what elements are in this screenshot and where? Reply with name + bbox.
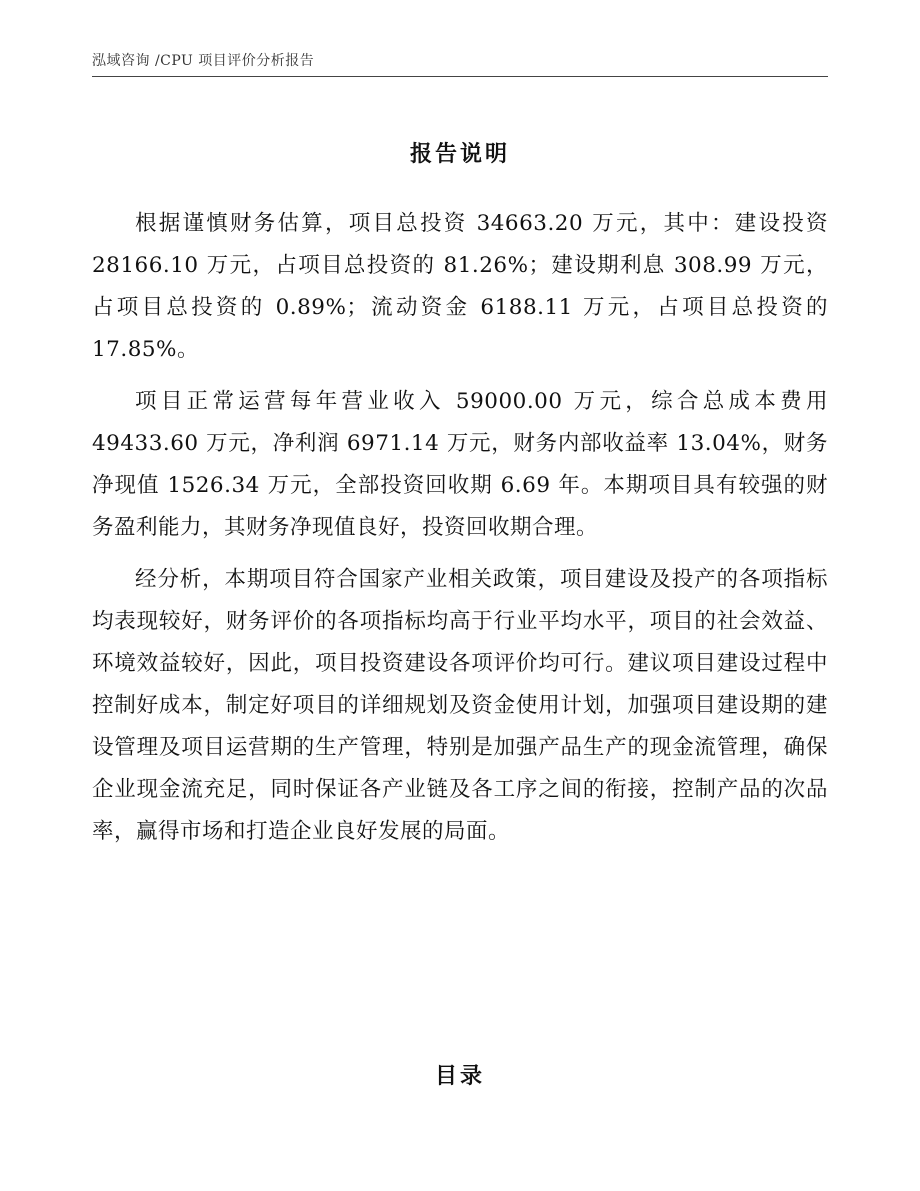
report-title: 报告说明 <box>409 140 510 167</box>
header-divider <box>92 76 828 77</box>
paragraph-investment: 根据谨慎财务估算，项目总投资 34663.20 万元，其中：建设投资 28166.10 万元，占项目总投资的 81.26%；建设期利息 308.99 万元，占项目总投资的 0.89%；流动资金 6188.11 万元，占项目总投资的 17.85%。 <box>92 211 828 362</box>
paragraph-operations: 项目正常运营每年营业收入 59000.00 万元，综合总成本费用 49433.60 万元，净利润 6971.14 万元，财务内部收益率 13.04%，财务净现值 1526.34 万元，全部投资回收期 6.69 年。本期项目具有较强的财务盈利能力，其财务净现值良好，投资回收期合理。 <box>92 389 828 540</box>
paragraph-analysis: 经分析，本期项目符合国家产业相关政策，项目建设及投产的各项指标均表现较好，财务评价的各项指标均高于行业平均水平，项目的社会效益、环境效益较好，因此，项目投资建设各项评价均可行。建议项目建设过程中控制好成本，制定好项目的详细规划及资金使用计划，加强项目建设期的建设管理及项目运营期的生产管理，特别是加强产品生产的现金流管理，确保企业现金流充足，同时保证各产业链及各工序之间的衔接，控制产品的次品率，赢得市场和打造企业良好发展的局面。 <box>92 567 828 844</box>
page-header: 泓域咨询 /CPU 项目评价分析报告 <box>92 53 315 69</box>
toc-title: 目录 <box>434 1063 485 1090</box>
report-body <box>92 203 828 863</box>
